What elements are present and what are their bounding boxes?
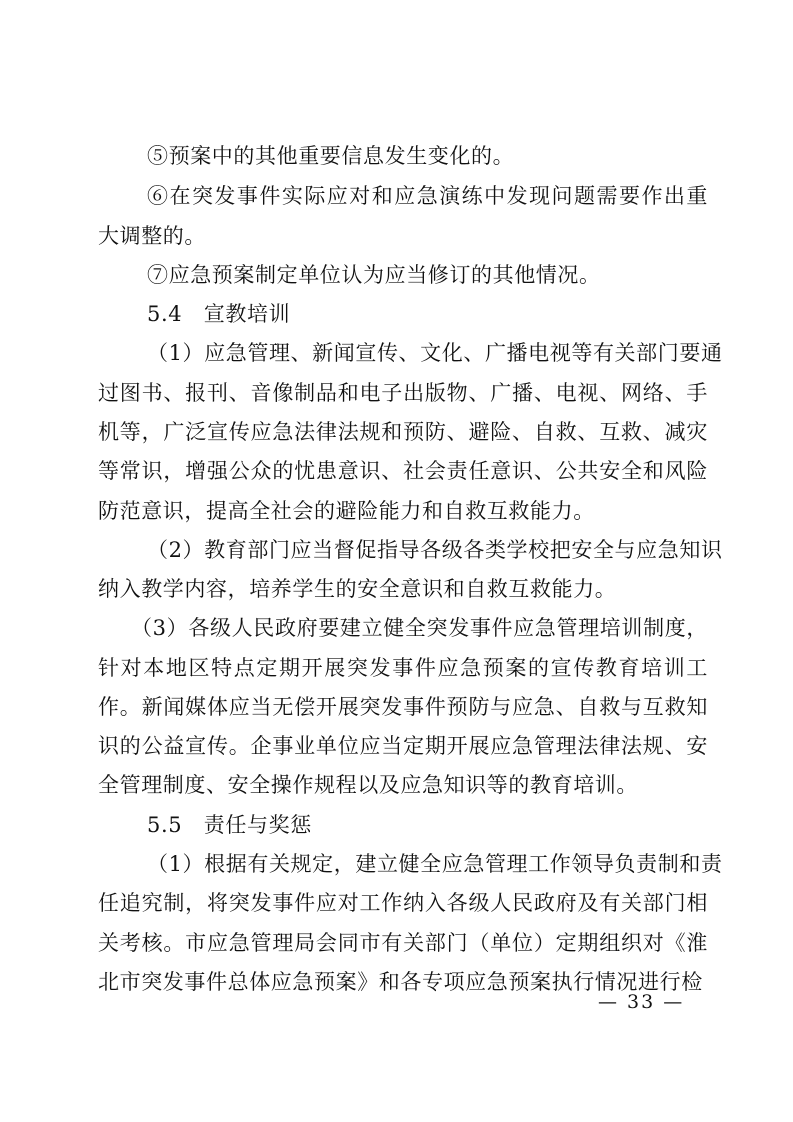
section-heading: 5.5 责任与奖惩 bbox=[147, 813, 312, 837]
text-line: 纳入教学内容，培养学生的安全意识和自救互救能力。 bbox=[98, 577, 617, 601]
text-line: ⑦应急预案制定单位认为应当修订的其他情况。 bbox=[147, 263, 601, 287]
text-line: 机等，广泛宣传应急法律法规和预防、避险、自救、互救、减灾 bbox=[98, 420, 708, 444]
text-line: 过图书、报刊、音像制品和电子出版物、广播、电视、网络、手 bbox=[98, 381, 708, 405]
text-line: ⑤预案中的其他重要信息发生变化的。 bbox=[147, 144, 515, 168]
text-line: ⑥在突发事件实际应对和应急演练中发现问题需要作出重 bbox=[147, 184, 708, 208]
page-number: — 33 — bbox=[598, 991, 685, 1013]
text-line: （3）各级人民政府要建立健全突发事件应急管理培训制度， bbox=[131, 616, 708, 640]
text-line: 防范意识，提高全社会的避险能力和自救互救能力。 bbox=[98, 499, 595, 523]
text-line: 作。新闻媒体应当无偿开展突发事件预防与应急、自救与互救知 bbox=[98, 695, 708, 719]
text-line: 大调整的。 bbox=[98, 224, 206, 248]
text-line: （2）教育部门应当督促指导各级各类学校把安全与应急知识 bbox=[147, 538, 723, 562]
text-line: 等常识，增强公众的忧患意识、社会责任意识、公共安全和风险 bbox=[98, 459, 708, 483]
section-heading: 5.4 宣教培训 bbox=[147, 302, 291, 326]
text-line: （1）应急管理、新闻宣传、文化、广播电视等有关部门要通 bbox=[147, 341, 723, 365]
text-line: 识的公益宣传。企事业单位应当定期开展应急管理法律法规、安 bbox=[98, 734, 708, 758]
text-line: （1）根据有关规定，建立健全应急管理工作领导负责制和责 bbox=[147, 852, 723, 876]
text-line: 全管理制度、安全操作规程以及应急知识等的教育培训。 bbox=[98, 773, 638, 797]
text-line: 任追究制，将突发事件应对工作纳入各级人民政府及有关部门相 bbox=[98, 891, 708, 915]
text-line: 关考核。市应急管理局会同市有关部门（单位）定期组织对《淮 bbox=[98, 931, 708, 955]
text-line: 北市突发事件总体应急预案》和各专项应急预案执行情况进行检 bbox=[98, 970, 703, 994]
text-line: 针对本地区特点定期开展突发事件应急预案的宣传教育培训工 bbox=[98, 656, 708, 680]
